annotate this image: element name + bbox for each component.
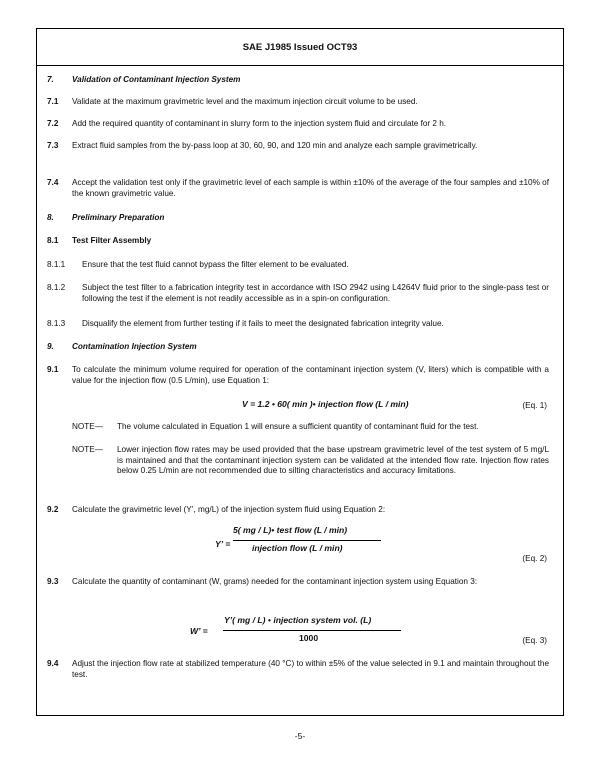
section-title: Preliminary Preparation [72,213,165,222]
paragraph-text: Adjust the injection flow rate at stabilized temperature (40 °C) to within ±5% of the value selected in 9.1 and maintain throughout the test. [72,659,550,679]
paragraph-text: Extract fluid samples from the by-pass loop at 30, 60, 90, and 120 min and analyze each sample gravimetrically. [72,141,478,150]
equation-3-number: (Eq. 3) [522,636,547,645]
paragraph-7-4 [37,178,563,202]
paragraph-number: 9.4 [47,659,59,668]
section-8-heading [37,213,563,225]
paragraph-text: Calculate the gravimetric level (Y’, mg/L) of the injection system fluid using Equation 2: [72,505,386,514]
section-number: 7. [47,75,54,84]
paragraph-8-1-2 [37,283,563,307]
equation-1: V = 1.2 • 60( min )• injection flow (L / min) [242,399,409,409]
paragraph-8-1-1 [37,260,563,272]
paragraph-9-4 [37,659,563,683]
paragraph-number: 8.1.3 [47,319,66,328]
paragraph-9-2 [37,505,563,517]
paragraph-text: Disqualify the element from further testing if it fails to meet the designated fabrication integrity value. [82,319,444,328]
equation-2-numerator: 5( mg / L)• test flow (L / min) [233,525,348,535]
note-1 [37,422,563,434]
section-title: Validation of Contaminant Injection System [72,75,241,84]
paragraph-7-1 [37,97,563,109]
paragraph-text: To calculate the minimum volume required for operation of the contaminant injection system (V, liters) which is compatible with a value for the injection flow (0.5 L/min), use Equation 1: [72,365,549,385]
note-text: Lower injection flow rates may be used provided that the base upstream gravimetric level of the test system of 5 mg/L is maintained and that the contaminant injection system can be validated at the intended flow rate. Injection flow rates below 0.25 L/min are not recommended due to silting characteristics and accuracy limitations. [117,445,549,476]
paragraph-number: 9.3 [47,577,59,586]
paragraph-number: 7.4 [47,178,59,187]
equation-2-lhs: Y’ = [215,539,231,549]
equation-3-denominator: 1000 [299,633,319,643]
equation-1-number: (Eq. 1) [522,401,547,410]
section-title: Contamination Injection System [72,342,197,351]
paragraph-text: Validate at the maximum gravimetric level and the maximum injection circuit volume to be used. [72,97,418,106]
paragraph-7-3 [37,141,563,165]
note-text: The volume calculated in Equation 1 will ensure a sufficient quantity of contaminant fluid for the test. [117,422,479,431]
paragraph-text: Calculate the quantity of contaminant (W, grams) needed for the contaminant injection system using Equation 3: [72,577,478,586]
equation-2-fraction-bar [233,540,381,541]
document-header: SAE J1985 Issued OCT93 [37,29,563,66]
paragraph-number: 8.1.2 [47,283,66,292]
paragraph-number: 7.2 [47,119,59,128]
note-label: NOTE— [72,422,103,431]
paragraph-number: 7.3 [47,141,59,150]
document-frame [36,28,564,716]
subsection-title: Test Filter Assembly [72,236,152,245]
equation-3-numerator: Y’( mg / L) • injection system vol. (L) [224,615,372,625]
section-number: 9. [47,342,54,351]
subsection-8-1-heading [37,236,563,248]
equation-2-denominator: injection flow (L / min) [252,543,343,553]
equation-3-lhs: W’ = [190,626,208,636]
paragraph-number: 7.1 [47,97,59,106]
paragraph-7-2 [37,119,563,131]
note-2 [37,445,563,491]
note-label: NOTE— [72,445,103,454]
paragraph-number: 9.1 [47,365,59,374]
subsection-number: 8.1 [47,236,59,245]
paragraph-text: Subject the test filter to a fabrication integrity test in accordance with ISO 2942 using L4264V fluid prior to the single-pass test or following the test if the element is not readily accessible as in a spin-on configuration. [82,283,549,303]
paragraph-9-3 [37,577,563,601]
paragraph-9-1 [37,365,563,389]
section-number: 8. [47,213,54,222]
section-7-heading [37,75,563,87]
paragraph-text: Add the required quantity of contaminant in slurry form to the injection system fluid and circulate for 2 h. [72,119,447,128]
paragraph-number: 8.1.1 [47,260,66,269]
paragraph-text: Ensure that the test fluid cannot bypass the filter element to be evaluated. [82,260,349,269]
paragraph-number: 9.2 [47,505,59,514]
equation-3-fraction-bar [223,630,401,631]
paragraph-8-1-3 [37,319,563,331]
paragraph-text: Accept the validation test only if the gravimetric level of each sample is within ±10% of the average of the four samples and ±10% of the known gravimetric value. [72,178,549,198]
section-9-heading [37,342,563,354]
page-number: -5- [294,731,306,741]
equation-2-number: (Eq. 2) [522,554,547,563]
